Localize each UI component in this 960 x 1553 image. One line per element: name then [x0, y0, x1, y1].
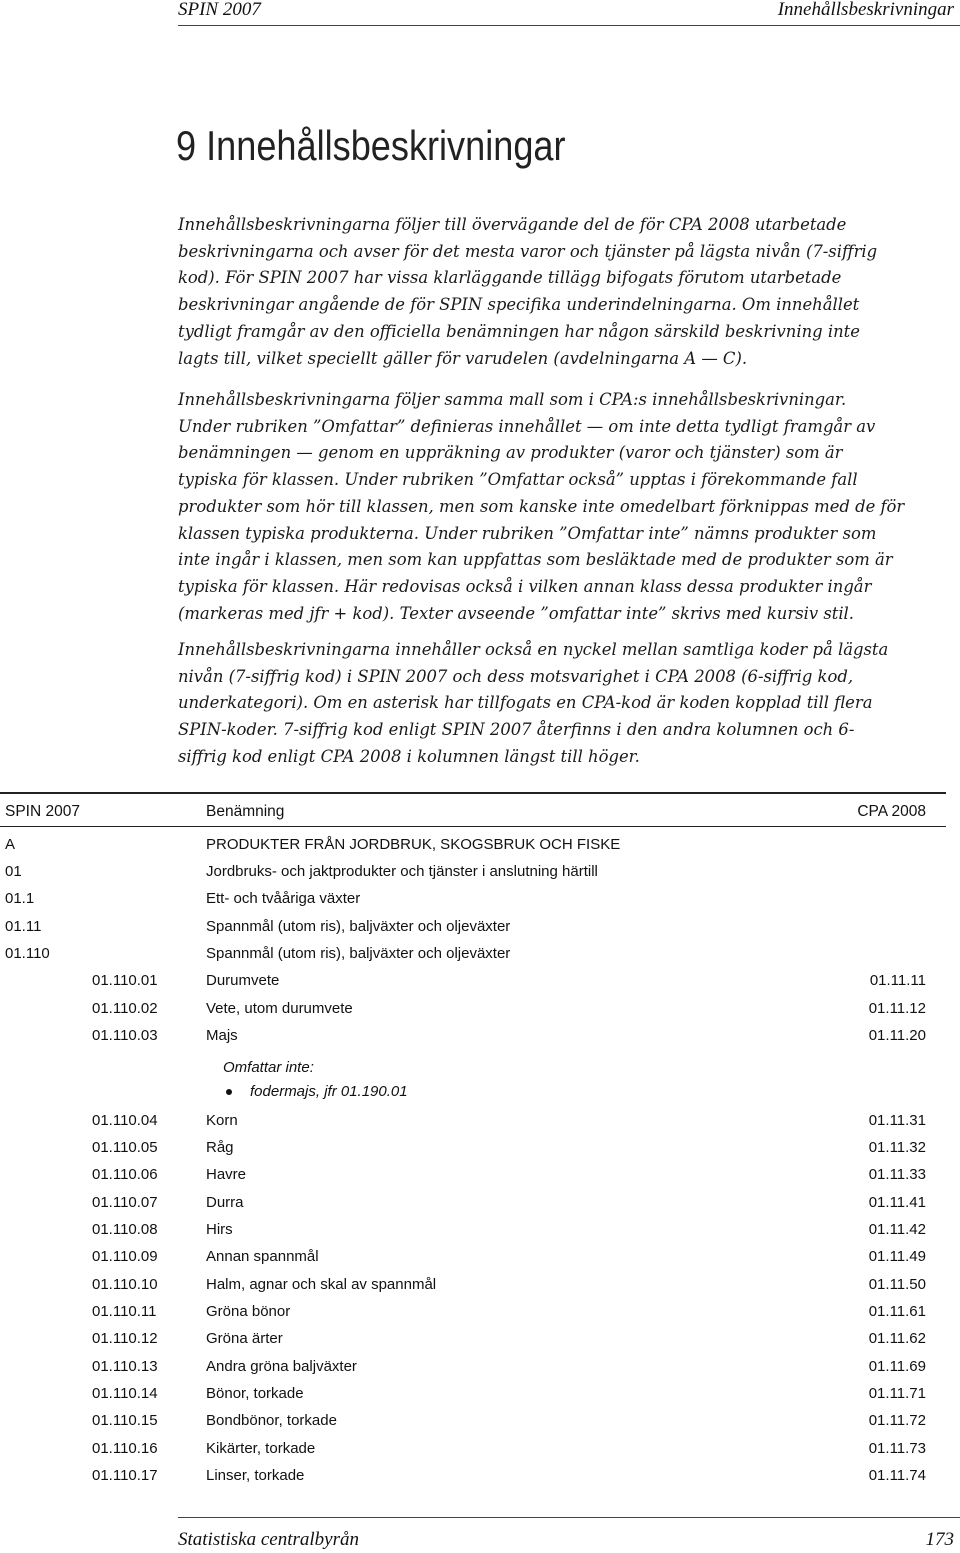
spin-subcode: 01.110.17: [92, 1467, 158, 1484]
page-title: 9 Innehållsbeskrivningar: [176, 122, 566, 169]
excludes-heading: Omfattar inte:: [223, 1059, 314, 1076]
text-line: tydligt framgår av den officiella benämningen har någon särskild beskrivning inte: [178, 321, 860, 341]
table-row: [0, 890, 946, 910]
table-row: [0, 1440, 946, 1460]
cpa-code: 01.11.12: [868, 1000, 926, 1017]
product-name: Halm, agnar och skal av spannmål: [206, 1276, 437, 1293]
table-row: [0, 1330, 946, 1350]
text-line: beskrivningar angående de för SPIN specifika underindelningarna. Om innehållet: [178, 295, 860, 315]
spin-subcode: 01.110.01: [92, 972, 158, 989]
intro-paragraph: [178, 212, 938, 372]
text-line: siffrig kod enligt CPA 2008 i kolumnen längst till höger.: [178, 746, 640, 766]
table-row: [0, 1467, 946, 1487]
spin-code: 01.11: [5, 918, 42, 935]
text-line: typiska för klassen. Under rubriken ”Omfattar också” upptas i förekommande fall: [178, 470, 858, 490]
cpa-code: 01.11.20: [868, 1027, 926, 1044]
table-header-row: [0, 803, 946, 823]
excludes-item: [206, 1083, 408, 1100]
cpa-code: 01.11.33: [868, 1166, 926, 1183]
template-paragraph: [178, 387, 938, 627]
cpa-code: 01.11.32: [868, 1139, 926, 1156]
spin-subcode: 01.110.12: [92, 1330, 158, 1347]
table-row: [0, 1221, 946, 1241]
product-name: Majs: [206, 1027, 238, 1044]
product-name: Jordbruks- och jaktprodukter och tjänster i anslutning härtill: [206, 863, 598, 880]
product-name: Gröna bönor: [206, 1303, 291, 1320]
table-row: [0, 836, 946, 856]
text-line: klassen typiska produkterna. Under rubriken ”Omfattar inte” nämns produkter som: [178, 523, 877, 543]
header-cpa: CPA 2008: [857, 803, 926, 820]
product-name: Korn: [206, 1112, 238, 1129]
spin-subcode: 01.110.15: [92, 1412, 158, 1429]
product-name: Vete, utom durumvete: [206, 1000, 353, 1017]
table-row: [0, 1194, 946, 1214]
text-line: inte ingår i klassen, men som kan uppfattas som besläktade med de produkter som är: [178, 550, 893, 570]
footer-rule: [178, 1517, 960, 1518]
table-row: [0, 1276, 946, 1296]
text-line: Under rubriken ”Omfattar” definieras innehållet — om inte detta tydligt framgår av: [178, 416, 876, 436]
table-row: [0, 945, 946, 965]
table-row: [0, 1303, 946, 1323]
product-name: Spannmål (utom ris), baljväxter och oljeväxter: [206, 945, 511, 962]
bullet-icon: [226, 1089, 232, 1095]
table-row: [0, 1139, 946, 1159]
spin-code: 01.110: [5, 945, 50, 962]
spin-subcode: 01.110.16: [92, 1440, 158, 1457]
cpa-code: 01.11.61: [868, 1303, 926, 1320]
text-line: Innehållsbeskrivningarna följer till övervägande del de för CPA 2008 utarbetade: [178, 215, 847, 234]
cpa-code: 01.11.11: [869, 972, 926, 989]
spin-subcode: 01.110.10: [92, 1276, 158, 1293]
excludes-item-text: fodermajs, jfr 01.190.01: [250, 1083, 408, 1100]
table-row: [0, 1027, 946, 1047]
product-name: Kikärter, torkade: [206, 1440, 316, 1457]
product-name: Havre: [206, 1166, 247, 1183]
cpa-code: 01.11.62: [868, 1330, 926, 1347]
product-name: Bönor, torkade: [206, 1385, 304, 1402]
cpa-code: 01.11.74: [868, 1467, 926, 1484]
product-name: Linser, torkade: [206, 1467, 305, 1484]
cpa-code: 01.11.31: [868, 1112, 926, 1129]
header-right: Innehållsbeskrivningar: [777, 0, 954, 20]
cpa-code: 01.11.50: [868, 1276, 926, 1293]
product-name: Hirs: [206, 1221, 233, 1238]
cpa-code: 01.11.49: [868, 1248, 926, 1265]
header-spin: SPIN 2007: [5, 803, 80, 820]
page-header: [0, 0, 960, 22]
cpa-code: 01.11.69: [868, 1358, 926, 1375]
product-name: Bondbönor, torkade: [206, 1412, 337, 1429]
table-row: [0, 1412, 946, 1432]
table-row: [0, 918, 946, 938]
table-row: [0, 972, 946, 992]
spin-subcode: 01.110.08: [92, 1221, 158, 1238]
text-line: kod). För SPIN 2007 har vissa klarläggande tillägg bifogats förutom utarbetade: [178, 268, 842, 288]
product-name: Råg: [206, 1139, 234, 1156]
spin-code: A: [5, 836, 16, 853]
table-header-rule: [0, 826, 946, 827]
spin-subcode: 01.110.02: [92, 1000, 158, 1017]
spin-subcode: 01.110.03: [92, 1027, 158, 1044]
text-line: lagts till, vilket speciellt gäller för varudelen (avdelningarna A — C).: [178, 348, 748, 368]
product-name: Spannmål (utom ris), baljväxter och oljeväxter: [206, 918, 511, 935]
table-row: [0, 1112, 946, 1132]
spin-subcode: 01.110.05: [92, 1139, 158, 1156]
text-line: nivån (7-siffrig kod) i SPIN 2007 och dess motsvarighet i CPA 2008 (6-siffrig kod,: [178, 666, 854, 686]
product-name: Durumvete: [206, 972, 280, 989]
table-row: [0, 1248, 946, 1268]
cpa-code: 01.11.71: [868, 1385, 926, 1402]
table-top-rule: [0, 792, 946, 794]
spin-code: 01.1: [5, 890, 35, 907]
table-row: [0, 1385, 946, 1405]
spin-subcode: 01.110.11: [92, 1303, 157, 1320]
product-name: Ett- och tvååriga växter: [206, 890, 361, 907]
spin-subcode: 01.110.09: [92, 1248, 158, 1265]
text-line: beskrivningarna och avser för det mesta varor och tjänster på lägsta nivån (7-siffrig: [178, 241, 878, 261]
product-name: Durra: [206, 1194, 244, 1211]
page-number: 173: [925, 1529, 954, 1550]
header-left: SPIN 2007: [178, 0, 261, 20]
spin-subcode: 01.110.14: [92, 1385, 158, 1402]
footer-left: Statistiska centralbyrån: [178, 1529, 360, 1550]
product-name: Andra gröna baljväxter: [206, 1358, 357, 1375]
spin-subcode: 01.110.04: [92, 1112, 158, 1129]
text-line: SPIN-koder. 7-siffrig kod enligt SPIN 2007 återfinns i den andra kolumnen och 6-: [178, 720, 855, 740]
table-row: [0, 1358, 946, 1378]
text-line: benämningen — genom en uppräkning av produkter (varor och tjänster) som är: [178, 443, 843, 463]
spin-subcode: 01.110.13: [92, 1358, 158, 1375]
header-rule: [178, 25, 960, 26]
product-name: Annan spannmål: [206, 1248, 319, 1265]
cpa-code: 01.11.73: [868, 1440, 926, 1457]
text-line: typiska för klassen. Här redovisas också i vilken annan klass dessa produkter ingår: [178, 576, 872, 596]
text-line: underkategori). Om en asterisk har tillfogats en CPA-kod är koden kopplad till flera: [178, 693, 873, 713]
text-line: Innehållsbeskrivningarna följer samma mall som i CPA:s innehållsbeskrivningar.: [178, 390, 847, 409]
text-line: produkter som hör till klassen, men som kanske inte omedelbart förknippas med de för: [178, 496, 905, 516]
product-name: PRODUKTER FRÅN JORDBRUK, SKOGSBRUK OCH FISKE: [206, 836, 621, 853]
text-line: Innehållsbeskrivningarna innehåller också en nyckel mellan samtliga koder på lägsta: [178, 640, 889, 659]
key-paragraph: [178, 637, 938, 771]
table-row: [0, 1000, 946, 1020]
product-name: Gröna ärter: [206, 1330, 283, 1347]
spin-subcode: 01.110.07: [92, 1194, 158, 1211]
spin-subcode: 01.110.06: [92, 1166, 158, 1183]
table-row: [0, 1166, 946, 1186]
cpa-code: 01.11.42: [868, 1221, 926, 1238]
cpa-code: 01.11.72: [868, 1412, 926, 1429]
text-line: (markeras med jfr + kod). Texter avseende ”omfattar inte” skrivs med kursiv stil.: [178, 603, 855, 623]
spin-code: 01: [5, 863, 22, 880]
cpa-code: 01.11.41: [868, 1194, 926, 1211]
table-row: [0, 863, 946, 883]
header-name: Benämning: [206, 803, 285, 820]
